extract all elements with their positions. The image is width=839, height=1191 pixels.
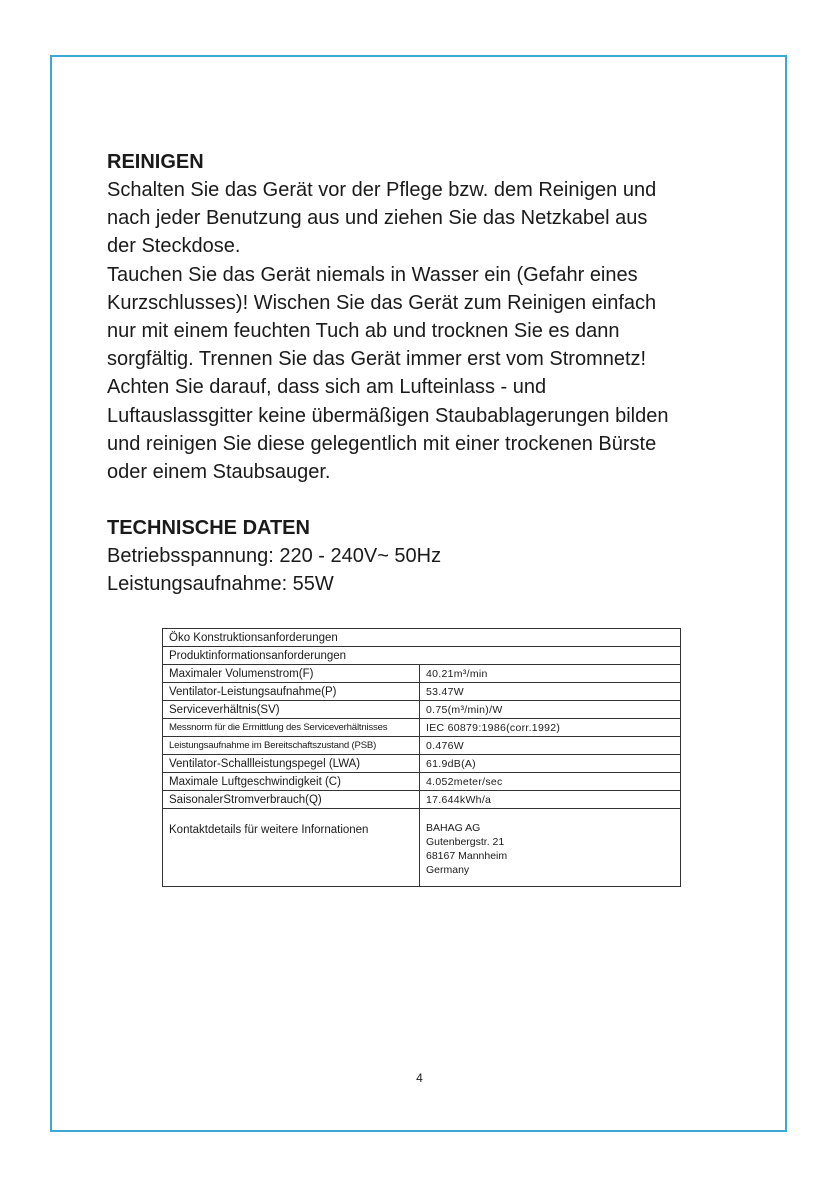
table-row [163,791,681,809]
row-value: IEC 60879:1986(corr.1992) [420,719,681,737]
reinigen-line: der Steckdose. [107,235,241,258]
contact-line: BAHAG AG [426,822,481,834]
leistungsaufnahme: Leistungsaufnahme: 55W [107,573,334,596]
reinigen-line: Tauchen Sie das Gerät niemals in Wasser ein (Gefahr eines [107,263,638,286]
row-value: 61.9dB(A) [420,755,681,773]
row-value: 40.21m³/min [420,665,681,683]
table-header-row [163,647,681,665]
table-row [163,719,681,737]
table-header: Öko Konstruktionsanforderungen [163,629,681,647]
row-label: Maximale Luftgeschwindigkeit (C) [163,773,420,791]
reinigen-line: nur mit einem feuchten Tuch ab und trocknen Sie es dann [107,320,620,343]
reinigen-line: und reinigen Sie diese gelegentlich mit einer trockenen Bürste [107,432,657,455]
row-label: Messnorm für die Ermittlung des Serviceverhältnisses [163,719,420,737]
reinigen-line: oder einem Staubsauger. [107,461,331,484]
row-label: Leistungsaufnahme im Bereitschaftszustand (PSB) [163,737,420,755]
table-header-row [163,629,681,647]
reinigen-heading: REINIGEN [107,151,204,173]
contact-row [163,809,681,887]
table-row [163,701,681,719]
table-row [163,665,681,683]
betriebsspannung: Betriebsspannung: 220 - 240V~ 50Hz [107,545,442,568]
reinigen-line: sorgfältig. Trennen Sie das Gerät immer erst vom Stromnetz! [107,348,647,371]
row-label: Ventilator-Schallleistungspegel (LWA) [163,755,420,773]
contact-line: Germany [426,864,470,876]
reinigen-line: Luftauslassgitter keine übermäßigen Staubablagerungen bilden [107,404,669,427]
reinigen-line: Schalten Sie das Gerät vor der Pflege bzw. dem Reinigen und [107,179,657,201]
table-row [163,683,681,701]
reinigen-line: nach jeder Benutzung aus und ziehen Sie das Netzkabel aus [107,207,648,230]
row-value: 17.644kWh/a [420,791,681,809]
technische-daten-heading: TECHNISCHE DATEN [107,517,310,540]
table-subheader: Produktinformationsanforderungen [163,647,681,665]
table-row [163,773,681,791]
contact-line: Gutenbergstr. 21 [426,836,505,848]
row-label: Ventilator-Leistungsaufnahme(P) [163,683,420,701]
table-row [163,755,681,773]
reinigen-line: Achten Sie darauf, dass sich am Lufteinlass - und [107,376,547,399]
row-value: 4.052meter/sec [420,773,681,791]
main-content [107,148,727,599]
row-label: Maximaler Volumenstrom(F) [163,665,420,683]
row-label: SaisonalerStromverbrauch(Q) [163,791,420,809]
spec-table [162,628,681,887]
row-value: 53.47W [420,683,681,701]
contact-line: 68167 Mannheim [426,850,508,862]
row-label: Serviceverhältnis(SV) [163,701,420,719]
reinigen-line: Kurzschlusses)! Wischen Sie das Gerät zum Reinigen einfach [107,291,657,314]
row-value: 0.476W [420,737,681,755]
contact-address [420,809,681,887]
contact-label: Kontaktdetails für weitere Infornationen [163,809,420,887]
page-number: 4 [416,1071,423,1085]
row-value: 0.75(m³/min)/W [420,701,681,719]
table-row [163,737,681,755]
